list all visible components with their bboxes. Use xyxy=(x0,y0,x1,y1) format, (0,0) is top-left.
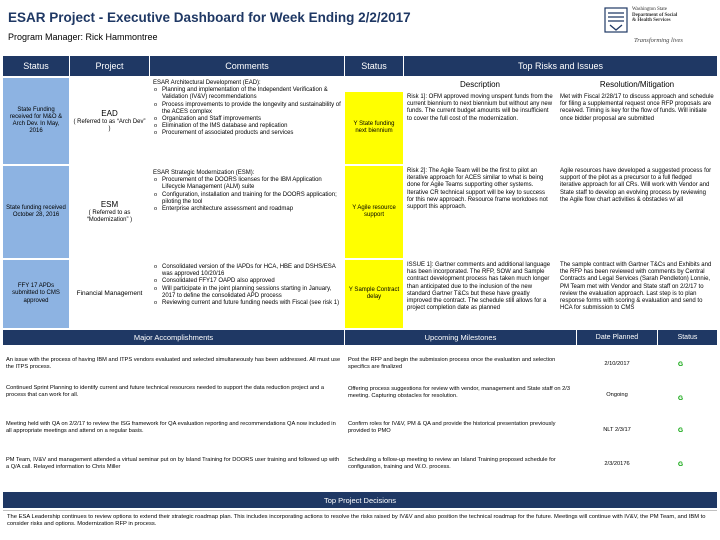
row-1-status: State Funding received for M&O & Arch Dev. In May, 2016 xyxy=(3,78,69,164)
row-1-project-name: EAD xyxy=(101,108,118,118)
milestone-1-status: G xyxy=(658,347,717,381)
header-status-2: Status xyxy=(345,56,403,76)
row-1-comment-title: ESAR Architectural Development (EAD): xyxy=(153,80,261,86)
accomplishment-1: An issue with the process of having IBM and ITPS vendors evaluated and selected simultaneously has been addressed. All must use the ITPS process. xyxy=(3,347,344,381)
row-1-status-badge: Y State funding next biennium xyxy=(345,92,403,164)
row-3-project xyxy=(70,260,149,328)
row-3-risk-description: ISSUE 1]: Gartner comments and additional language has been incorporated. The RFP, SOW and Sample contract development process has taken much longer than anticipated due to the inclusion of the new standard Gartner T&Cs but these have greatly improved the contract. The schedule still allows for a project completion date as planned xyxy=(404,260,556,328)
header-project: Project xyxy=(70,56,149,76)
list-item: o Procurement of associated products and services xyxy=(153,130,341,137)
row-3-resolution: The sample contract with Gartner T&Cs and Exhibits and the RFP has been reviewed with comments by Central Contracts and Legal Services (Sarah Pendleton) Lonnie, PM Team met with Vendor and State staff on 2/2/17 to review the evaluation approach. Last step is to plan response forms with scoring & evaluation and send to HCA for submission to CMS xyxy=(557,260,717,328)
row-3-comments xyxy=(150,260,344,328)
header-accomplishments: Major Accomplishments xyxy=(3,330,344,345)
row-2-project-name: ESM xyxy=(100,199,119,209)
header-status: Status xyxy=(3,56,69,76)
list-item: o Configuration, installation and training for the DOORS application; piloting the tool xyxy=(153,192,341,206)
accomplishment-2: Continued Sprint Planning to identify current and future technical resources needed to support the data reduction project and a process that can work for all. xyxy=(3,376,344,408)
list-item: o Procurement of the DOORS licenses for the IBM Application Lifecycle Management (ALM) suite xyxy=(153,177,341,191)
list-item: o Organization and Staff improvements xyxy=(153,116,341,123)
list-item: o Enterprise architecture assessment and roadmap xyxy=(153,206,341,213)
list-item: o Reviewing current and future funding needs with Fiscal (see risk 1) xyxy=(153,300,341,307)
milestone-4-date: 2/3/20176 xyxy=(577,446,657,482)
milestone-4-status: G xyxy=(658,446,717,482)
header-description: Description xyxy=(404,78,556,90)
dshs-logo xyxy=(602,4,714,46)
row-1-comment-list xyxy=(153,87,341,137)
row-2-comments xyxy=(150,166,344,258)
milestone-3-status: G xyxy=(658,414,717,446)
dshs-logo-icon xyxy=(604,7,628,33)
row-1-risk-description: Risk 1]: OFM approved moving unspent funds from the current biennium to next biennium but without any new funds. The current budget amounts will be insufficient to cover the full cost of the modernization. xyxy=(404,92,556,164)
list-item: o Elimination of the IMS database and replication xyxy=(153,123,341,130)
page-title: ESAR Project - Executive Dashboard for Week Ending 2/2/2017 xyxy=(8,10,411,25)
milestone-1: Post the RFP and begin the submission process once the evaluation and selection specifics are finalized xyxy=(345,347,576,381)
row-2-project xyxy=(70,166,149,258)
accomplishment-3: Meeting held with QA on 2/2/17 to review the ISG framework for QA evaluation reporting and recommendations QA now included in all appropriate meetings and attend on a regular basis. xyxy=(3,412,344,444)
list-item: o Will participate in the joint planning sessions starting in January, 2017 to define the consolidated APD process xyxy=(153,286,341,300)
row-2-resolution: Agile resources have developed a suggested process for support of the pilot as a precursor to a full fledged iterative approach for all CRs. Will work with Vendor and State staff to develop an evolving process by reviewing the Agile flow chart activities & obstacles w/ all xyxy=(557,166,717,258)
header-comments: Comments xyxy=(150,56,344,76)
row-3-status: FFY 17 APDs submitted to CMS approved xyxy=(3,260,69,328)
milestone-2: Offering process suggestions for review with vendor, management and State staff on 2/3 meeting. Capturing obstacles for resolution. xyxy=(345,376,576,410)
milestone-2-status: G xyxy=(658,381,717,415)
row-2-status: State funding received October 28, 2016 xyxy=(3,166,69,258)
row-2-project-alias: ( Referred to as “Modernization” ) xyxy=(86,209,133,223)
milestone-4: Scheduling a follow-up meeting to review an Island Training proposed schedule for configuration, training and W.O. process. xyxy=(345,446,576,482)
milestone-1-date: 2/10/2017 xyxy=(577,347,657,381)
row-3-status-badge: Y Sample Contract delay xyxy=(345,260,403,328)
header-top-decisions: Top Project Decisions xyxy=(3,492,717,508)
logo-tagline: Transforming lives xyxy=(634,37,683,44)
header-date-planned: Date Planned xyxy=(577,330,657,345)
program-manager: Program Manager: Rick Hammontree xyxy=(8,32,158,42)
row-1-comments xyxy=(150,78,344,164)
header-milestones: Upcoming Milestones xyxy=(345,330,576,345)
list-item: o Planning and implementation of the Independent Verification & Validation (IV&V) recommendations xyxy=(153,87,341,101)
accomplishment-4: PM Team, IV&V and management attended a virtual seminar put on by Island Training for DOORS user training and followed up with a Q/A call. Relayed information to Chris Miller xyxy=(3,446,344,482)
row-1-resolution: Met with Fiscal 2/28/17 to discuss approach and schedule for filing a supplemental request once RFP proposals are received. Timing is key for the flow of funds. Will initiate once bidder proposal are submitted xyxy=(557,92,717,164)
header-resolution: Resolution/Mitigation xyxy=(557,78,717,90)
row-3-comment-list xyxy=(153,264,341,307)
header-top-risks: Top Risks and Issues xyxy=(404,56,717,76)
row-2-status-badge: Y Agile resource support xyxy=(345,166,403,258)
row-2-comment-title: ESAR Strategic Modernization (ESM): xyxy=(153,170,255,176)
milestone-3-date: NLT 2/3/17 xyxy=(577,414,657,446)
list-item: o Consolidated version of the IAPDs for HCA, HBE and DSHS/ESA was approved 10/20/16 xyxy=(153,264,341,278)
milestone-3: Confirm roles for IV&V, PM & QA and provide the historical presentation previously provided to PMO xyxy=(345,412,576,444)
row-2-risk-description: Risk 2]: The Agile Team will be the first to pilot an iterative approach for ACES similar to what is being done for Agile Teams supporting other systems. Iterative CR technical support will be key to success for this new approach. Resource frame workdoes not support this approach. xyxy=(404,166,556,258)
row-1-project-alias: ( Referred to as “Arch Dev” ) xyxy=(73,118,146,132)
top-decisions-text: The ESA Leadership continues to review options to extend their strategic roadmap plan. This includes incorporating actions to resolve the risks raised by IV&V and also position the technical roadmap for the future. Meetings will continue with IV&V, the PM Team, and IBM to consider risks and options. Modernization RFP in process. xyxy=(3,510,717,538)
logo-department-text: Washington State Department of Social & Health Services xyxy=(632,7,678,24)
row-1-project xyxy=(70,78,149,164)
row-2-comment-list xyxy=(153,177,341,213)
list-item: o Process improvements to provide the longevity and sustainability of the ACES complex xyxy=(153,102,341,116)
row-3-project-name: Financial Management xyxy=(76,290,143,297)
header-milestone-status: Status xyxy=(658,330,717,345)
list-item: o Consolidated FFY17 OAPD also approved xyxy=(153,278,341,285)
milestone-2-date: Ongoing xyxy=(577,378,657,412)
